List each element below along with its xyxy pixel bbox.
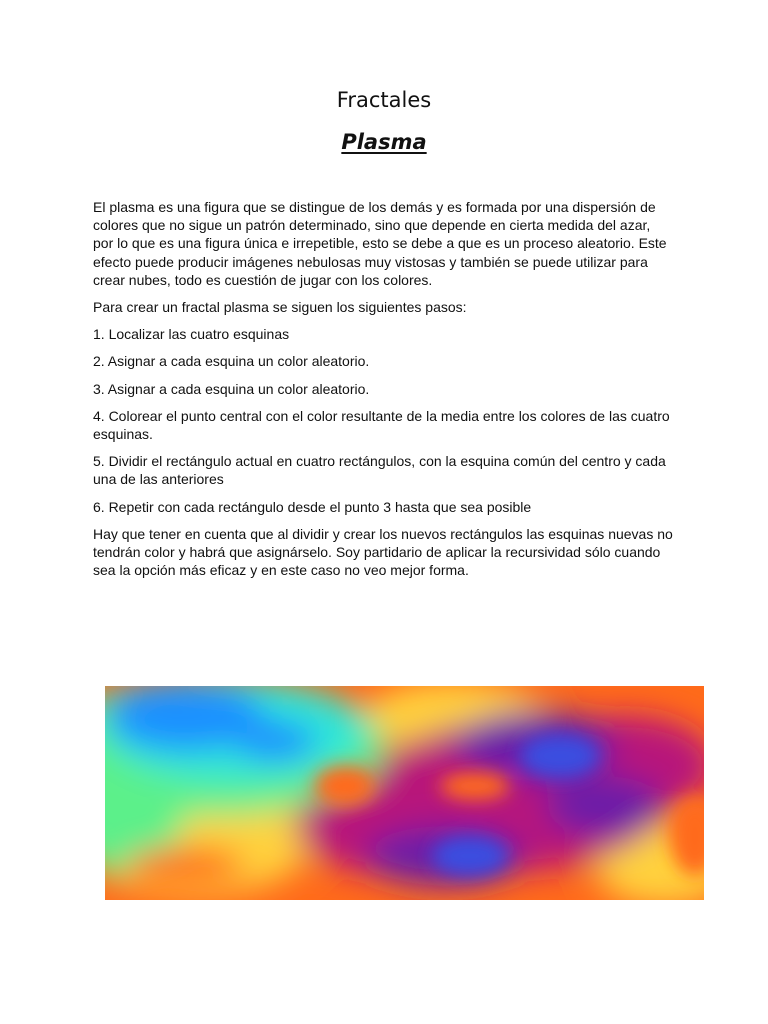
- document-body: [93, 198, 673, 588]
- document-title: Fractales: [336, 88, 432, 112]
- step-4: 4. Colorear el punto central con el color resultante de la media entre los colores de las cuatro esquinas.: [93, 407, 670, 443]
- plasma-fractal-image: [105, 686, 704, 900]
- document-subtitle: Plasma: [341, 130, 427, 154]
- step-5: 5. Dividir el rectángulo actual en cuatro rectángulos, con la esquina común del centro y cada una de las anteriores: [93, 453, 666, 488]
- step-2: 2. Asignar a cada esquina un color aleatorio.: [93, 353, 370, 370]
- step-1: 1. Localizar las cuatro esquinas: [93, 326, 290, 343]
- steps-intro-paragraph: Para crear un fractal plasma se siguen los siguientes pasos:: [93, 299, 467, 316]
- step-3: 3. Asignar a cada esquina un color aleatorio.: [93, 380, 370, 397]
- plasma-fractal-graphic: [105, 686, 704, 900]
- step-6: 6. Repetir con cada rectángulo desde el punto 3 hasta que sea posible: [93, 498, 532, 515]
- closing-paragraph: Hay que tener en cuenta que al dividir y crear los nuevos rectángulos las esquinas nuevas no tendrán color y habrá que asignárselo. Soy partidario de aplicar la recursividad sólo cuando sea la opción más eficaz y en este caso no veo mejor forma.: [93, 525, 673, 579]
- intro-paragraph: El plasma es una figura que se distingue de los demás y es formada por una dispersión de colores que no sigue un patrón determinado, sino que depende en cierta medida del azar, por lo que es una figura única e irrepetible, esto se debe a que es un proceso aleatorio. Este efecto puede producir imágenes nebulosas muy vistosas y también se puede utilizar para crear nubes, todo es cuestión de jugar con los colores.: [93, 199, 667, 288]
